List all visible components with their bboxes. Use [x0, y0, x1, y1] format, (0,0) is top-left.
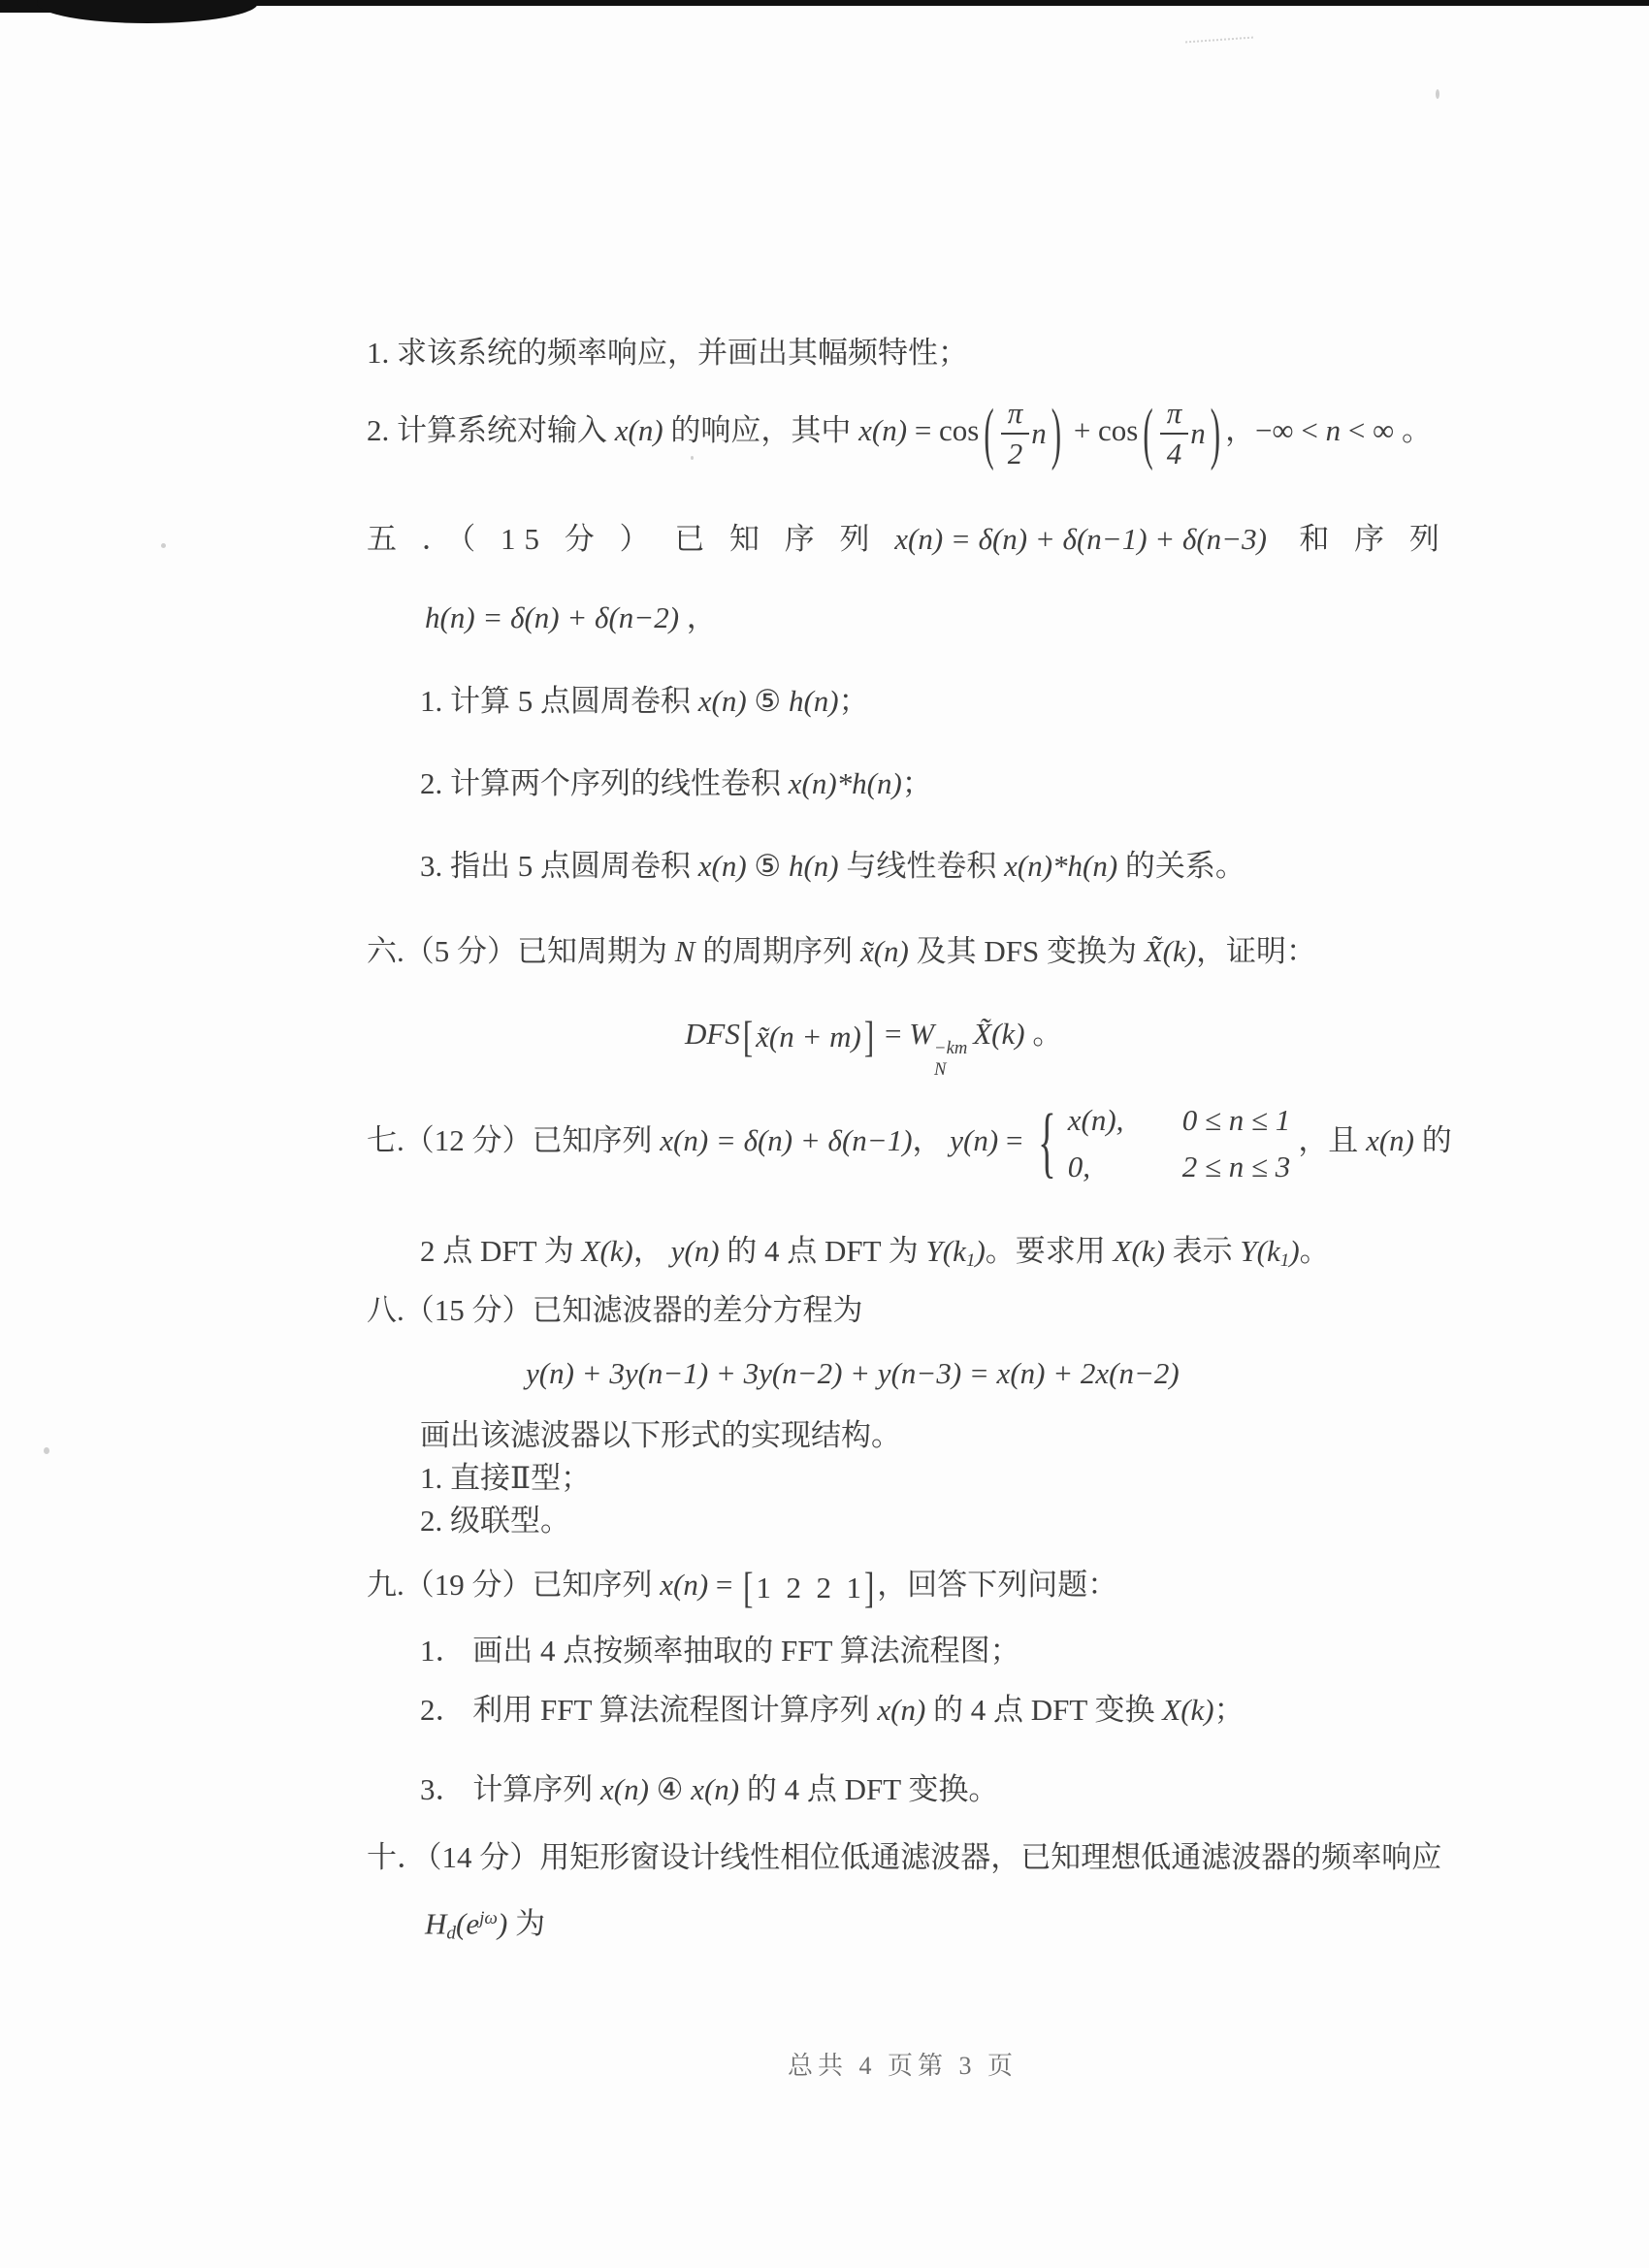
tk-i: x(n) [600, 1772, 649, 1806]
tk-i: x(n) = δ(n) + δ(n−1) [660, 1123, 913, 1158]
tk-text: ，且 [1298, 1123, 1367, 1158]
tk-bracket [740, 1562, 877, 1612]
tk-i: (e [456, 1906, 480, 1941]
tk-text: 与线性卷积 [838, 849, 1005, 883]
tk-i: y(n) [950, 1123, 999, 1158]
section-9-item-3 [420, 1770, 998, 1809]
tk-text: 六.（5 分）已知周期为 [367, 934, 675, 968]
tk-text: 的周期序列 [695, 934, 860, 968]
section-9-header [367, 1562, 1118, 1612]
fr-den: 4 [1166, 436, 1182, 470]
tk-i: h(n) = δ(n) + δ(n−2) [425, 600, 680, 634]
tk-text: 1. 计算 5 点圆周卷积 [420, 684, 698, 718]
tk-i: h(n) [788, 684, 839, 718]
big-paren: ( [984, 393, 994, 471]
section-8-item-1 [420, 1459, 591, 1498]
tk-text: 八.（15 分）已知滤波器的差分方程为 [367, 1293, 863, 1327]
cases-brace: { [1038, 1098, 1056, 1187]
section-5-item-1 [420, 682, 869, 721]
tk-i: x̃(n + m) [756, 1019, 861, 1053]
scan-noise-mark [1436, 89, 1439, 99]
tk-i: ) [498, 1906, 508, 1941]
tk-text: = cos [907, 412, 980, 447]
section-10-header [367, 1838, 1441, 1877]
tk-text: ， [912, 1123, 951, 1158]
tk-text: 2 点 DFT 为 [420, 1234, 582, 1268]
tk-cases [1038, 1098, 1291, 1187]
tk-text: 的响应，其中 [663, 412, 859, 447]
tk-text: 2. 计算系统对输入 [367, 412, 615, 447]
scan-artifact-blob [37, 0, 258, 23]
tk-i: ) [1289, 1234, 1300, 1268]
tk-text: ⑤ [746, 684, 789, 718]
tk-i: DFS [685, 1017, 740, 1051]
tk-i: h(n) [788, 849, 839, 883]
tk-text: 。要求用 [985, 1234, 1114, 1268]
section-9-item-2 [420, 1691, 1245, 1730]
section-5-header [367, 520, 1448, 559]
item-1-frequency-response [367, 334, 968, 373]
tk-i: x(n)*h(n) [1004, 849, 1118, 883]
tk-text: < ∞ 。 [1341, 412, 1432, 447]
tk-i: X(k) [581, 1234, 633, 1268]
tk-i: n [1325, 412, 1342, 447]
tk-i: N [674, 934, 695, 968]
cases-c1: 0, [1067, 1150, 1091, 1184]
formula-dfs-shift [685, 1011, 1063, 1080]
tk-text: ， [632, 1234, 671, 1268]
tk-i: x(n)*h(n) [788, 766, 902, 800]
big-bracket: ] [863, 1011, 875, 1061]
section-8-item-2 [420, 1502, 570, 1540]
tk-i: x̃(n) [859, 934, 909, 968]
tk-text: 为 [507, 1906, 546, 1941]
ss-sub: N [934, 1058, 947, 1080]
tk-sp: 和 序 列 [1266, 522, 1448, 556]
tk-text: 2. 计算两个序列的线性卷积 [420, 766, 789, 800]
tk-text: 2． 利用 FFT 算法流程图计算序列 [420, 1693, 878, 1727]
tk-text: = [877, 1017, 910, 1051]
tk-text: 。 [1299, 1234, 1330, 1268]
tk-i: x(n) [697, 849, 747, 883]
tk-text: 的关系。 [1117, 849, 1245, 883]
tk-i: X̃(k) [1144, 934, 1197, 968]
tk-sub: 1 [965, 1249, 976, 1271]
tk-i: Y(k [925, 1234, 966, 1268]
tk-text: ， [679, 600, 717, 634]
tk-i: Y(k [1240, 1234, 1280, 1268]
tk-i: H [425, 1906, 447, 1941]
cases-row [1068, 1150, 1291, 1183]
tk-text: ，证明： [1196, 934, 1317, 968]
tk-text: 及其 DFS 变换为 [908, 934, 1145, 968]
section-7-header [367, 1098, 1452, 1187]
big-bracket: [ [743, 1562, 754, 1612]
tk-sub: d [446, 1923, 456, 1944]
scan-noise-dot [161, 543, 166, 548]
formula-h-n [425, 599, 717, 637]
tk-frac [1160, 396, 1189, 470]
tk-i: x(n) = δ(n) + δ(n−1) + δ(n−3) [894, 522, 1267, 556]
tk-text: 七.（12 分）已知序列 [367, 1123, 661, 1158]
section-7-continuation [420, 1232, 1330, 1280]
cases-c2: 2 ≤ n ≤ 3 [1181, 1150, 1291, 1184]
tk-text: 1. 求该系统的频率响应，并画出其幅频特性； [367, 336, 968, 370]
tk-sub: 1 [1279, 1249, 1290, 1271]
cases-row [1068, 1104, 1291, 1137]
tk-text: 总共 4 页第 3 页 [788, 2052, 1018, 2080]
tk-text: 的 4 点 DFT 为 [719, 1234, 926, 1268]
tk-i: x(n) [858, 412, 908, 447]
tk-i: x(n) [660, 1568, 709, 1602]
cases-c2: 0 ≤ n ≤ 1 [1181, 1103, 1291, 1137]
tk-text: 1． 画出 4 点按频率抽取的 FFT 算法流程图； [420, 1634, 1020, 1668]
tk-bracket [740, 1011, 877, 1061]
tk-i: x(n) [614, 412, 663, 447]
big-bracket: ] [863, 1562, 875, 1612]
tk-text: ⑤ [746, 849, 789, 883]
tk-text: ； [901, 766, 932, 800]
tk-i: X(k) [1162, 1693, 1214, 1727]
formula-hd [425, 1899, 545, 1953]
scan-noise-dot [44, 1447, 49, 1454]
section-8-header [367, 1291, 863, 1330]
tk-paren [1138, 393, 1225, 471]
scan-noise-smudge [1185, 37, 1253, 44]
cases-c1: x(n), [1067, 1103, 1124, 1137]
tk-text: + cos [1066, 412, 1139, 447]
page-footer [788, 2047, 1018, 2086]
tk-text: 3． 计算序列 [420, 1772, 600, 1806]
section-5-item-2 [420, 764, 932, 803]
tk-i: W [909, 1017, 935, 1051]
tk-text: ； [838, 684, 869, 718]
tk-ss [934, 1038, 967, 1080]
tk-i: X̃(k) [973, 1017, 1025, 1051]
tk-i: X(k) [1113, 1234, 1165, 1268]
section-9-item-1 [420, 1632, 1020, 1670]
tk-text: = [708, 1568, 741, 1602]
tk-i: n [1190, 415, 1206, 450]
section-5-item-3 [420, 847, 1245, 886]
big-bracket: [ [742, 1011, 754, 1061]
tk-frac [1001, 396, 1030, 470]
tk-text: 画出该滤波器以下形式的实现结构。 [420, 1418, 901, 1452]
tk-text: 3. 指出 5 点圆周卷积 [420, 849, 698, 883]
tk-i: x(n) [877, 1693, 926, 1727]
tk-text: ，−∞ < [1225, 412, 1326, 447]
fr-num: π [1001, 396, 1030, 435]
tk-text: 的 [1413, 1123, 1452, 1158]
tk-text: ，回答下列问题： [877, 1568, 1118, 1602]
fr-num: π [1160, 396, 1189, 435]
tk-text: 2. 级联型。 [420, 1504, 570, 1538]
tk-i: x(n) [1366, 1123, 1414, 1158]
tk-text: 的 4 点 DFT 变换 [925, 1693, 1163, 1727]
tk-text: 九.（19 分）已知序列 [367, 1568, 661, 1602]
fr-den: 2 [1007, 436, 1023, 470]
tk-text: ④ [648, 1772, 692, 1806]
tk-text: 的 4 点 DFT 变换。 [739, 1772, 999, 1806]
big-paren: ) [1051, 393, 1062, 471]
tk-sup: jω [479, 1908, 498, 1928]
tk-text: 。 [1024, 1017, 1063, 1051]
big-paren: ) [1210, 393, 1221, 471]
section-8-instruction [420, 1416, 901, 1455]
tk-i: y(n) [670, 1234, 720, 1268]
tk-sp: 五 ．（ 15 分 ） 已 知 序 列 [367, 522, 895, 556]
big-paren: ( [1143, 393, 1153, 471]
section-6-header [367, 932, 1316, 971]
cases-col [1068, 1104, 1291, 1183]
tk-text: = [998, 1123, 1031, 1158]
ss-sup: −km [934, 1038, 968, 1059]
tk-text: ； [1213, 1693, 1245, 1727]
tk-text: 1 2 2 1 [756, 1570, 861, 1604]
tk-i: ) [975, 1234, 986, 1268]
tk-paren [979, 393, 1066, 471]
tk-text: 表示 [1164, 1234, 1241, 1268]
item-2-system-response [367, 393, 1432, 471]
tk-i: x(n) [691, 1772, 740, 1806]
formula-difference-equation [526, 1354, 1180, 1393]
tk-text: 1. 直接Ⅱ型； [420, 1461, 592, 1495]
tk-i: n [1031, 415, 1047, 450]
tk-i: y(n) + 3y(n−1) + 3y(n−2) + y(n−3) = x(n) + 2x(n−2) [526, 1356, 1180, 1390]
tk-text: 十．（14 分）用矩形窗设计线性相位低通滤波器，已知理想低通滤波器的频率响应 [367, 1840, 1442, 1874]
tk-i: x(n) [697, 684, 747, 718]
